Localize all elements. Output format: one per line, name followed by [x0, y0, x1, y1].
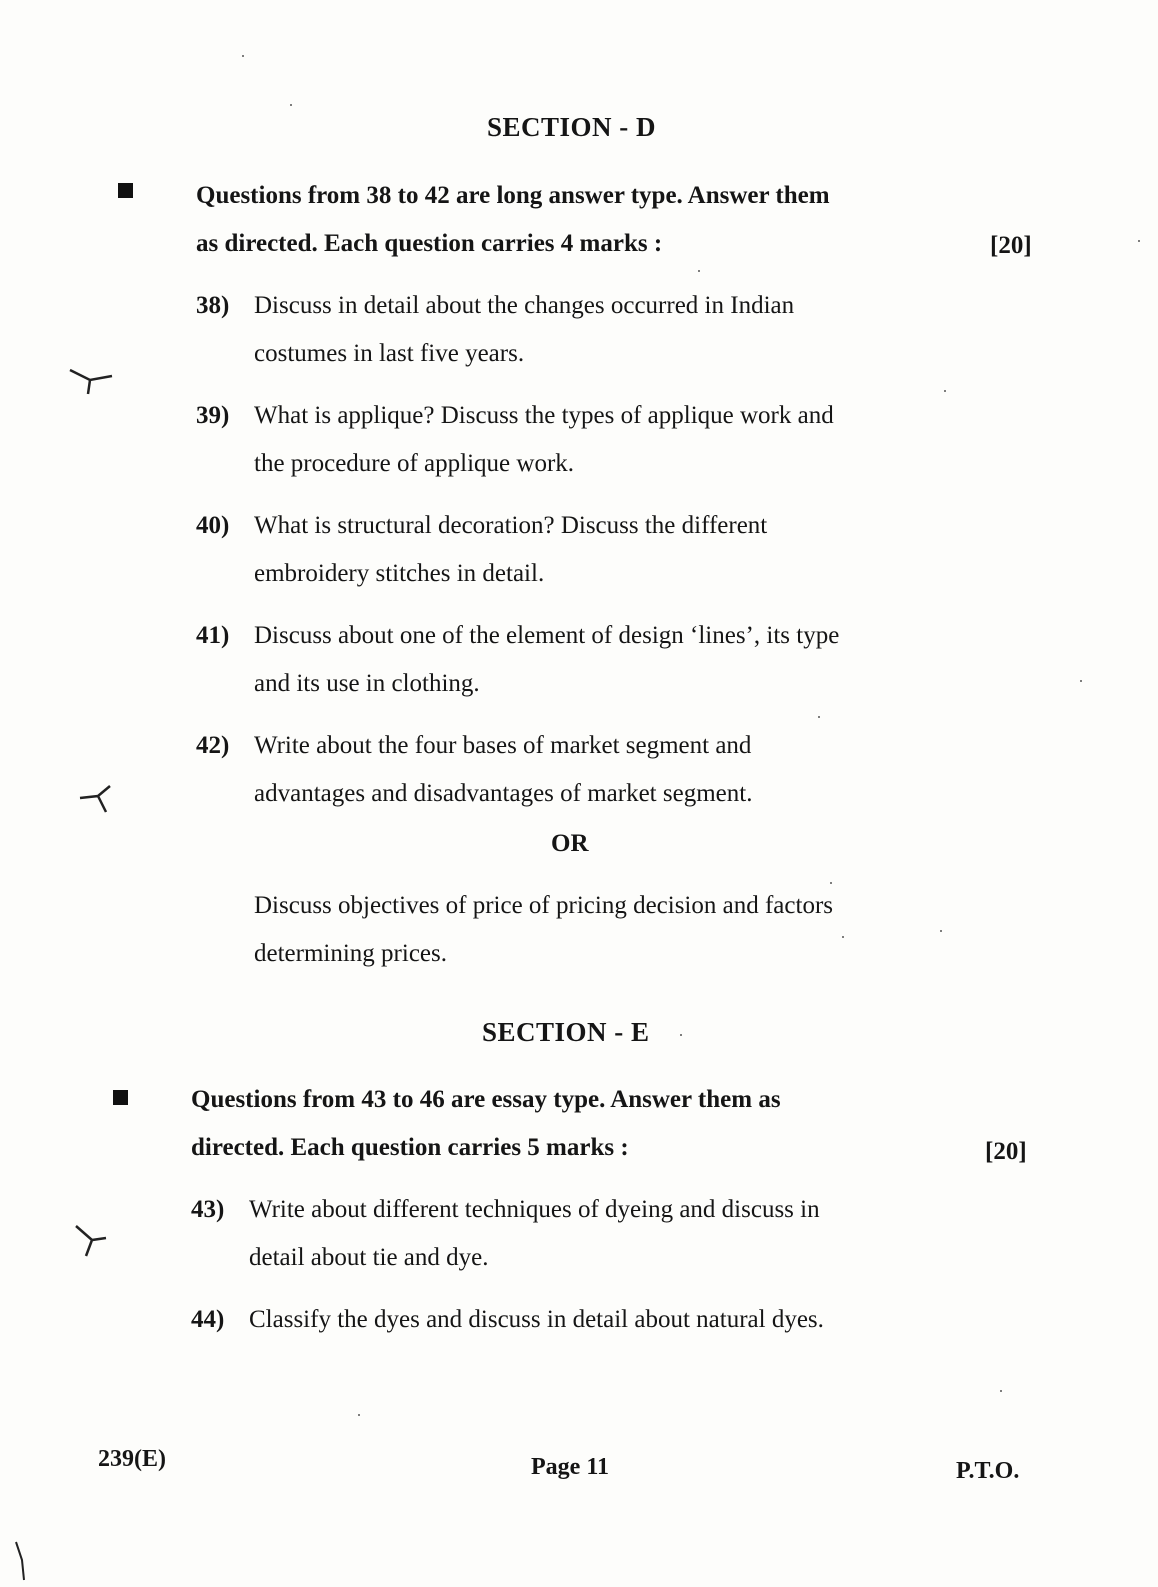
- scan-speck: [1138, 240, 1140, 242]
- question-text: [249, 1296, 925, 1344]
- question-line: What is applique? Discuss the types of applique work and: [254, 402, 834, 429]
- section-d-title: SECTION - D: [487, 112, 657, 142]
- scan-speck: [358, 1414, 360, 1416]
- question-42: [196, 722, 936, 818]
- question-line: costumes in last five years.: [254, 340, 525, 367]
- instruction-line: Questions from 43 to 46 are essay type. Answer them as: [191, 1086, 781, 1113]
- instruction-line: directed. Each question carries 5 marks :: [191, 1134, 629, 1161]
- scan-mark-icon: [66, 362, 122, 398]
- question-line: and its use in clothing.: [254, 670, 480, 697]
- question-line: Discuss objectives of price of pricing decision and factors: [254, 892, 833, 919]
- scan-speck: [842, 936, 844, 938]
- question-number: 44): [191, 1306, 225, 1333]
- scan-speck: [1000, 1390, 1002, 1392]
- scan-speck: [290, 104, 292, 106]
- question-text: [254, 612, 930, 708]
- question-text: [249, 1186, 925, 1282]
- question-line: determining prices.: [254, 940, 447, 967]
- question-40: [196, 502, 936, 598]
- question-line: Classify the dyes and discuss in detail about natural dyes.: [249, 1306, 824, 1333]
- question-line: Write about the four bases of market segment and: [254, 732, 752, 759]
- section-e-title: SECTION - E: [482, 1017, 650, 1047]
- question-41: [196, 612, 936, 708]
- scan-speck: [242, 55, 244, 57]
- question-line: Write about different techniques of dyeing and discuss in: [249, 1196, 820, 1223]
- question-number: 40): [196, 512, 230, 539]
- question-line: the procedure of applique work.: [254, 450, 575, 477]
- paper-code: 239(E): [98, 1446, 166, 1472]
- scan-mark-icon: [76, 782, 116, 818]
- scan-speck: [680, 1034, 682, 1036]
- instruction-line: as directed. Each question carries 4 marks :: [196, 230, 663, 257]
- question-number: 41): [196, 622, 230, 649]
- scan-speck: [944, 390, 946, 392]
- question-44: [191, 1296, 931, 1344]
- page-number: Page 11: [531, 1454, 609, 1480]
- question-number: 42): [196, 732, 230, 759]
- question-number: 39): [196, 402, 230, 429]
- question-text: [254, 722, 930, 818]
- question-text: [254, 502, 930, 598]
- scan-speck: [1080, 680, 1082, 682]
- question-42-alternative: [196, 882, 936, 978]
- scan-speck: [818, 716, 820, 718]
- question-text: [254, 282, 930, 378]
- scan-speck: [940, 930, 942, 932]
- instruction-line: Questions from 38 to 42 are long answer type. Answer them: [196, 182, 830, 209]
- question-38: [196, 282, 936, 378]
- scan-speck: [830, 882, 832, 884]
- question-line: embroidery stitches in detail.: [254, 560, 545, 587]
- section-d-marks: [20]: [990, 232, 1032, 259]
- question-line: Discuss in detail about the changes occurred in Indian: [254, 292, 795, 319]
- section-d-instruction: [196, 172, 936, 268]
- section-e-marks: [20]: [985, 1138, 1027, 1165]
- scan-speck: [698, 270, 700, 272]
- question-line: detail about tie and dye.: [249, 1244, 489, 1271]
- bullet-square-icon: [118, 183, 133, 198]
- question-39: [196, 392, 936, 488]
- question-number: 43): [191, 1196, 225, 1223]
- question-line: advantages and disadvantages of market segment.: [254, 780, 753, 807]
- question-43: [191, 1186, 931, 1282]
- question-text: [254, 882, 930, 978]
- pto-label: P.T.O.: [956, 1458, 1020, 1484]
- or-label: OR: [551, 830, 589, 857]
- question-number: 38): [196, 292, 230, 319]
- question-line: Discuss about one of the element of design ‘lines’, its type: [254, 622, 840, 649]
- question-line: What is structural decoration? Discuss the different: [254, 512, 768, 539]
- scan-mark-icon: [12, 1540, 32, 1584]
- question-text: [254, 392, 930, 488]
- bullet-square-icon: [113, 1090, 128, 1105]
- scan-mark-icon: [72, 1222, 112, 1262]
- section-e-instruction: [191, 1076, 931, 1172]
